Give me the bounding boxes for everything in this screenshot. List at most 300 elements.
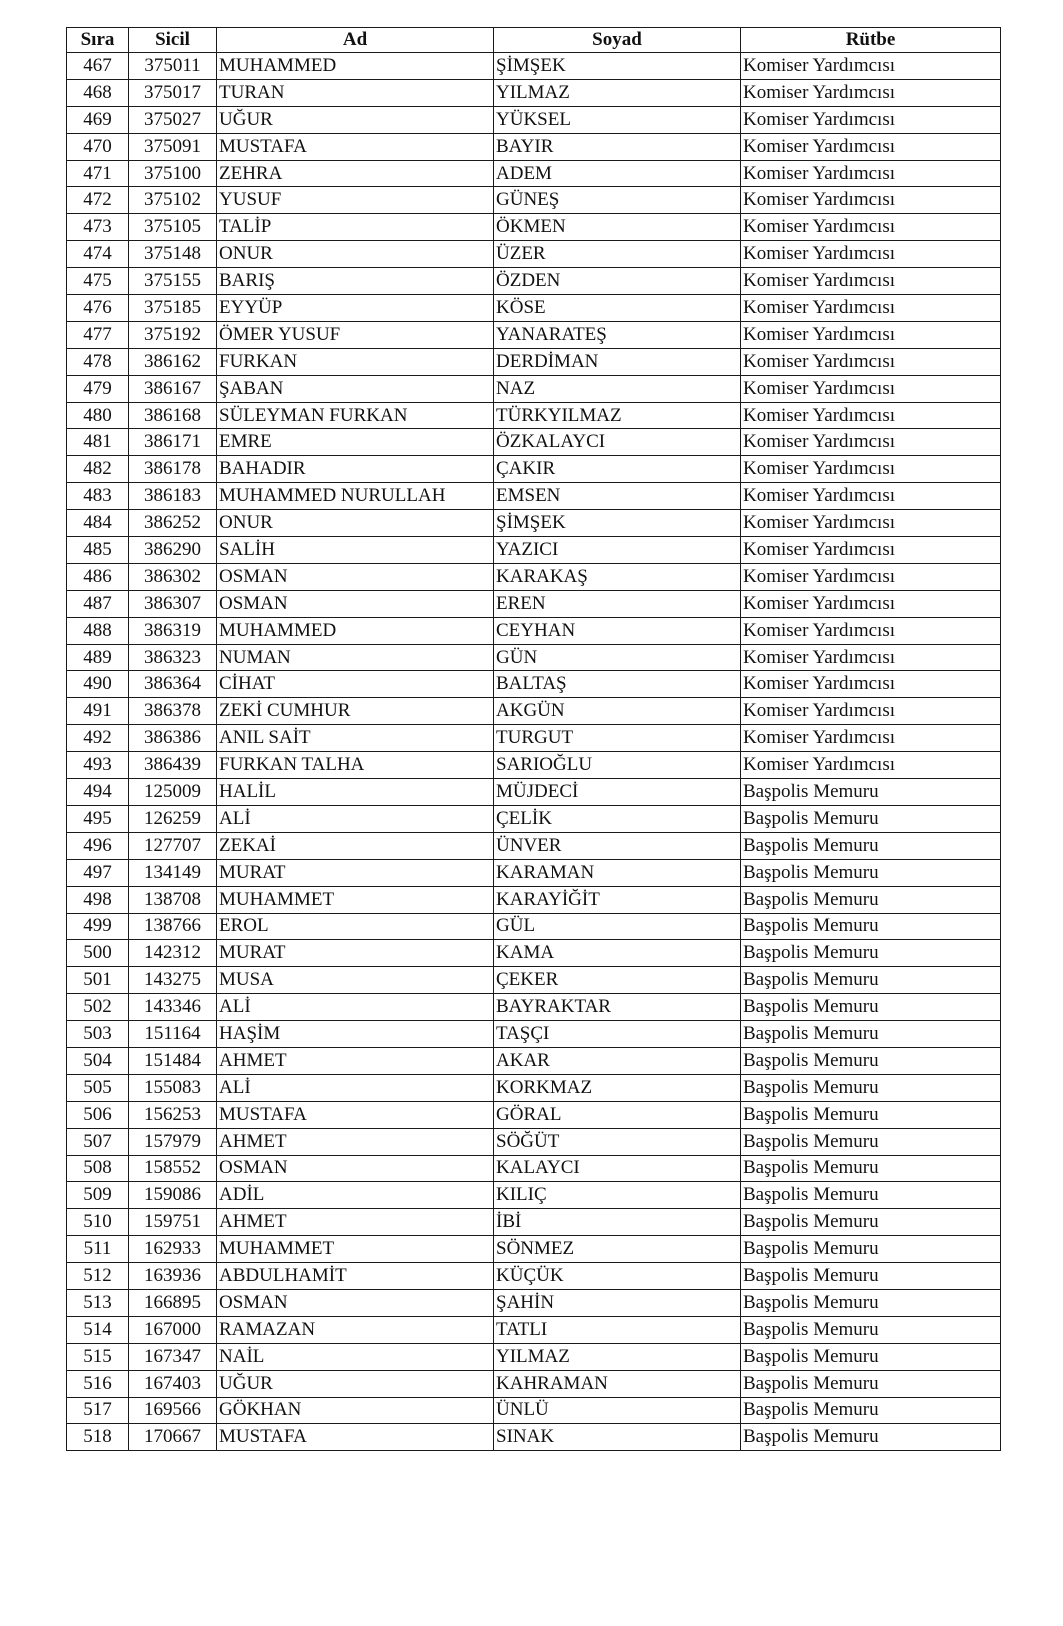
cell-soyad: ÜNVER (494, 832, 741, 859)
table-row (67, 1155, 1001, 1182)
cell-soyad: ŞİMŞEK (494, 510, 741, 537)
cell-soyad: GÜNEŞ (494, 187, 741, 214)
cell-sicil: 169566 (129, 1397, 217, 1424)
cell-ad: ABDULHAMİT (217, 1263, 494, 1290)
cell-ad: NUMAN (217, 644, 494, 671)
cell-ad: HAŞİM (217, 1021, 494, 1048)
table-row (67, 590, 1001, 617)
cell-sicil: 170667 (129, 1424, 217, 1451)
cell-ad: EYYÜP (217, 295, 494, 322)
cell-rutbe: Komiser Yardımcısı (741, 375, 1001, 402)
cell-soyad: SARIOĞLU (494, 752, 741, 779)
cell-ad: ZEKAİ (217, 832, 494, 859)
cell-sicil: 138708 (129, 886, 217, 913)
cell-sira: 504 (67, 1047, 129, 1074)
cell-rutbe: Komiser Yardımcısı (741, 187, 1001, 214)
cell-sira: 468 (67, 79, 129, 106)
cell-ad: EROL (217, 913, 494, 940)
cell-sicil: 159086 (129, 1182, 217, 1209)
cell-sicil: 142312 (129, 940, 217, 967)
cell-soyad: DERDİMAN (494, 348, 741, 375)
table-row (67, 886, 1001, 913)
cell-rutbe: Komiser Yardımcısı (741, 241, 1001, 268)
cell-soyad: TATLI (494, 1316, 741, 1343)
cell-soyad: KÖSE (494, 295, 741, 322)
cell-rutbe: Başpolis Memuru (741, 1289, 1001, 1316)
cell-soyad: ÜZER (494, 241, 741, 268)
cell-sicil: 375185 (129, 295, 217, 322)
table-row (67, 133, 1001, 160)
cell-soyad: İBİ (494, 1209, 741, 1236)
cell-sicil: 386364 (129, 671, 217, 698)
cell-sicil: 158552 (129, 1155, 217, 1182)
cell-soyad: ŞAHİN (494, 1289, 741, 1316)
cell-ad: ALİ (217, 1074, 494, 1101)
cell-soyad: ÇELİK (494, 805, 741, 832)
table-row (67, 187, 1001, 214)
cell-soyad: ÖZDEN (494, 268, 741, 295)
cell-soyad: BALTAŞ (494, 671, 741, 698)
cell-ad: AHMET (217, 1209, 494, 1236)
cell-ad: MUHAMMET (217, 886, 494, 913)
cell-rutbe: Başpolis Memuru (741, 1021, 1001, 1048)
cell-sira: 488 (67, 617, 129, 644)
table-row (67, 1424, 1001, 1451)
table-row (67, 268, 1001, 295)
cell-soyad: KAMA (494, 940, 741, 967)
cell-soyad: TURGUT (494, 725, 741, 752)
cell-soyad: SINAK (494, 1424, 741, 1451)
cell-sira: 475 (67, 268, 129, 295)
table-row (67, 1182, 1001, 1209)
cell-ad: ŞABAN (217, 375, 494, 402)
table-header (67, 28, 1001, 53)
cell-sicil: 386168 (129, 402, 217, 429)
cell-rutbe: Başpolis Memuru (741, 832, 1001, 859)
column-header-ad: Ad (217, 28, 494, 53)
table-row (67, 483, 1001, 510)
table-row (67, 1074, 1001, 1101)
cell-ad: RAMAZAN (217, 1316, 494, 1343)
cell-sicil: 125009 (129, 779, 217, 806)
cell-sicil: 167403 (129, 1370, 217, 1397)
table-row (67, 1128, 1001, 1155)
cell-sicil: 156253 (129, 1101, 217, 1128)
cell-sira: 471 (67, 160, 129, 187)
cell-sicil: 375155 (129, 268, 217, 295)
cell-ad: MUHAMMED (217, 617, 494, 644)
table-row (67, 1397, 1001, 1424)
cell-ad: ANIL SAİT (217, 725, 494, 752)
cell-soyad: KÜÇÜK (494, 1263, 741, 1290)
cell-rutbe: Komiser Yardımcısı (741, 563, 1001, 590)
cell-sira: 470 (67, 133, 129, 160)
cell-sicil: 375011 (129, 53, 217, 80)
cell-rutbe: Başpolis Memuru (741, 1343, 1001, 1370)
cell-soyad: SÖĞÜT (494, 1128, 741, 1155)
table-row (67, 429, 1001, 456)
cell-sira: 500 (67, 940, 129, 967)
cell-soyad: AKGÜN (494, 698, 741, 725)
cell-sicil: 386167 (129, 375, 217, 402)
table-row (67, 617, 1001, 644)
cell-ad: CİHAT (217, 671, 494, 698)
cell-sira: 502 (67, 994, 129, 1021)
cell-rutbe: Başpolis Memuru (741, 1101, 1001, 1128)
cell-ad: UĞUR (217, 106, 494, 133)
cell-rutbe: Başpolis Memuru (741, 886, 1001, 913)
cell-sira: 483 (67, 483, 129, 510)
cell-rutbe: Komiser Yardımcısı (741, 698, 1001, 725)
cell-soyad: KARAYİĞİT (494, 886, 741, 913)
cell-sira: 512 (67, 1263, 129, 1290)
cell-sicil: 386302 (129, 563, 217, 590)
table-row (67, 994, 1001, 1021)
cell-soyad: ÇAKIR (494, 456, 741, 483)
cell-ad: ZEHRA (217, 160, 494, 187)
cell-soyad: KORKMAZ (494, 1074, 741, 1101)
cell-soyad: YÜKSEL (494, 106, 741, 133)
cell-sicil: 386171 (129, 429, 217, 456)
cell-sira: 493 (67, 752, 129, 779)
table-row (67, 106, 1001, 133)
cell-ad: FURKAN TALHA (217, 752, 494, 779)
cell-soyad: ÖZKALAYCI (494, 429, 741, 456)
cell-ad: MUHAMMET (217, 1236, 494, 1263)
table-row (67, 698, 1001, 725)
cell-sicil: 386290 (129, 537, 217, 564)
cell-ad: MUHAMMED (217, 53, 494, 80)
header-row (67, 28, 1001, 53)
cell-rutbe: Komiser Yardımcısı (741, 537, 1001, 564)
cell-ad: AHMET (217, 1128, 494, 1155)
cell-soyad: CEYHAN (494, 617, 741, 644)
cell-ad: HALİL (217, 779, 494, 806)
cell-ad: TALİP (217, 214, 494, 241)
cell-rutbe: Başpolis Memuru (741, 805, 1001, 832)
cell-rutbe: Komiser Yardımcısı (741, 295, 1001, 322)
cell-rutbe: Başpolis Memuru (741, 1370, 1001, 1397)
cell-sira: 503 (67, 1021, 129, 1048)
cell-rutbe: Başpolis Memuru (741, 1263, 1001, 1290)
table-row (67, 563, 1001, 590)
table-row (67, 779, 1001, 806)
cell-ad: MUHAMMED NURULLAH (217, 483, 494, 510)
cell-ad: ADİL (217, 1182, 494, 1209)
cell-rutbe: Başpolis Memuru (741, 1424, 1001, 1451)
cell-soyad: NAZ (494, 375, 741, 402)
cell-rutbe: Başpolis Memuru (741, 913, 1001, 940)
table-row (67, 1316, 1001, 1343)
table-row (67, 671, 1001, 698)
table-row (67, 1021, 1001, 1048)
cell-ad: OSMAN (217, 563, 494, 590)
cell-sira: 505 (67, 1074, 129, 1101)
cell-ad: OSMAN (217, 1289, 494, 1316)
cell-soyad: TAŞÇI (494, 1021, 741, 1048)
cell-rutbe: Komiser Yardımcısı (741, 214, 1001, 241)
cell-rutbe: Komiser Yardımcısı (741, 671, 1001, 698)
cell-soyad: YAZICI (494, 537, 741, 564)
cell-sira: 514 (67, 1316, 129, 1343)
cell-rutbe: Komiser Yardımcısı (741, 510, 1001, 537)
cell-ad: AHMET (217, 1047, 494, 1074)
cell-sicil: 126259 (129, 805, 217, 832)
cell-sicil: 386323 (129, 644, 217, 671)
cell-ad: GÖKHAN (217, 1397, 494, 1424)
cell-rutbe: Başpolis Memuru (741, 967, 1001, 994)
cell-ad: MUSTAFA (217, 1424, 494, 1451)
cell-rutbe: Komiser Yardımcısı (741, 321, 1001, 348)
cell-ad: BAHADIR (217, 456, 494, 483)
cell-rutbe: Komiser Yardımcısı (741, 617, 1001, 644)
table-row (67, 402, 1001, 429)
table-row (67, 913, 1001, 940)
cell-sira: 481 (67, 429, 129, 456)
cell-soyad: BAYIR (494, 133, 741, 160)
cell-sicil: 386319 (129, 617, 217, 644)
table-row (67, 321, 1001, 348)
cell-soyad: TÜRKYILMAZ (494, 402, 741, 429)
table-row (67, 859, 1001, 886)
cell-rutbe: Başpolis Memuru (741, 1209, 1001, 1236)
cell-rutbe: Komiser Yardımcısı (741, 483, 1001, 510)
cell-sira: 498 (67, 886, 129, 913)
cell-rutbe: Komiser Yardımcısı (741, 79, 1001, 106)
cell-rutbe: Komiser Yardımcısı (741, 106, 1001, 133)
table-row (67, 752, 1001, 779)
cell-rutbe: Başpolis Memuru (741, 1155, 1001, 1182)
table-row (67, 1343, 1001, 1370)
cell-ad: BARIŞ (217, 268, 494, 295)
cell-rutbe: Komiser Yardımcısı (741, 402, 1001, 429)
cell-sira: 494 (67, 779, 129, 806)
cell-ad: ALİ (217, 994, 494, 1021)
cell-ad: OSMAN (217, 590, 494, 617)
cell-rutbe: Komiser Yardımcısı (741, 160, 1001, 187)
cell-sira: 474 (67, 241, 129, 268)
cell-soyad: KAHRAMAN (494, 1370, 741, 1397)
cell-sicil: 155083 (129, 1074, 217, 1101)
cell-rutbe: Komiser Yardımcısı (741, 429, 1001, 456)
cell-rutbe: Komiser Yardımcısı (741, 644, 1001, 671)
cell-sicil: 166895 (129, 1289, 217, 1316)
cell-soyad: BAYRAKTAR (494, 994, 741, 1021)
table-row (67, 160, 1001, 187)
cell-soyad: AKAR (494, 1047, 741, 1074)
table-row (67, 1101, 1001, 1128)
table-row (67, 53, 1001, 80)
cell-sira: 473 (67, 214, 129, 241)
cell-sira: 515 (67, 1343, 129, 1370)
cell-sira: 478 (67, 348, 129, 375)
table-row (67, 214, 1001, 241)
cell-sicil: 375102 (129, 187, 217, 214)
document-page (66, 27, 1000, 1451)
cell-sira: 484 (67, 510, 129, 537)
cell-soyad: YANARATEŞ (494, 321, 741, 348)
cell-soyad: EMSEN (494, 483, 741, 510)
cell-sicil: 375091 (129, 133, 217, 160)
cell-soyad: ADEM (494, 160, 741, 187)
cell-sira: 510 (67, 1209, 129, 1236)
table-row (67, 940, 1001, 967)
column-header-sira: Sıra (67, 28, 129, 53)
cell-rutbe: Başpolis Memuru (741, 1128, 1001, 1155)
cell-rutbe: Komiser Yardımcısı (741, 53, 1001, 80)
cell-rutbe: Başpolis Memuru (741, 779, 1001, 806)
cell-sira: 485 (67, 537, 129, 564)
cell-sicil: 375027 (129, 106, 217, 133)
cell-sicil: 375017 (129, 79, 217, 106)
cell-sira: 467 (67, 53, 129, 80)
table-row (67, 725, 1001, 752)
cell-soyad: KALAYCI (494, 1155, 741, 1182)
cell-sicil: 143346 (129, 994, 217, 1021)
cell-sira: 492 (67, 725, 129, 752)
column-header-rutbe: Rütbe (741, 28, 1001, 53)
cell-ad: TURAN (217, 79, 494, 106)
cell-ad: SALİH (217, 537, 494, 564)
cell-sira: 506 (67, 1101, 129, 1128)
cell-sira: 516 (67, 1370, 129, 1397)
cell-sicil: 386183 (129, 483, 217, 510)
cell-ad: MUSTAFA (217, 1101, 494, 1128)
cell-sicil: 162933 (129, 1236, 217, 1263)
cell-rutbe: Başpolis Memuru (741, 1047, 1001, 1074)
cell-sicil: 375105 (129, 214, 217, 241)
cell-sicil: 167347 (129, 1343, 217, 1370)
table-row (67, 295, 1001, 322)
table-row (67, 1047, 1001, 1074)
cell-ad: OSMAN (217, 1155, 494, 1182)
cell-sira: 496 (67, 832, 129, 859)
cell-sicil: 143275 (129, 967, 217, 994)
cell-soyad: YILMAZ (494, 79, 741, 106)
table-row (67, 510, 1001, 537)
cell-ad: ZEKİ CUMHUR (217, 698, 494, 725)
cell-ad: NAİL (217, 1343, 494, 1370)
cell-soyad: KARAMAN (494, 859, 741, 886)
cell-rutbe: Başpolis Memuru (741, 1397, 1001, 1424)
cell-soyad: SÖNMEZ (494, 1236, 741, 1263)
cell-sira: 476 (67, 295, 129, 322)
cell-sira: 469 (67, 106, 129, 133)
cell-rutbe: Komiser Yardımcısı (741, 268, 1001, 295)
personnel-table (66, 27, 1001, 1451)
table-row (67, 375, 1001, 402)
cell-rutbe: Komiser Yardımcısı (741, 133, 1001, 160)
table-row (67, 537, 1001, 564)
cell-rutbe: Başpolis Memuru (741, 1316, 1001, 1343)
table-row (67, 967, 1001, 994)
table-row (67, 241, 1001, 268)
cell-sicil: 375100 (129, 160, 217, 187)
cell-ad: MURAT (217, 940, 494, 967)
cell-sicil: 386307 (129, 590, 217, 617)
cell-ad: FURKAN (217, 348, 494, 375)
cell-rutbe: Komiser Yardımcısı (741, 348, 1001, 375)
cell-soyad: KARAKAŞ (494, 563, 741, 590)
cell-sicil: 386439 (129, 752, 217, 779)
cell-ad: SÜLEYMAN FURKAN (217, 402, 494, 429)
cell-sira: 487 (67, 590, 129, 617)
cell-ad: ALİ (217, 805, 494, 832)
cell-soyad: ÜNLÜ (494, 1397, 741, 1424)
cell-sicil: 163936 (129, 1263, 217, 1290)
table-row (67, 79, 1001, 106)
cell-sicil: 159751 (129, 1209, 217, 1236)
cell-soyad: KILIÇ (494, 1182, 741, 1209)
cell-soyad: GÜN (494, 644, 741, 671)
cell-sicil: 138766 (129, 913, 217, 940)
cell-sira: 495 (67, 805, 129, 832)
cell-sira: 511 (67, 1236, 129, 1263)
cell-sira: 507 (67, 1128, 129, 1155)
column-header-soyad: Soyad (494, 28, 741, 53)
cell-sira: 508 (67, 1155, 129, 1182)
cell-sicil: 167000 (129, 1316, 217, 1343)
table-body (67, 53, 1001, 1451)
cell-soyad: GÜL (494, 913, 741, 940)
table-row (67, 1370, 1001, 1397)
cell-rutbe: Başpolis Memuru (741, 940, 1001, 967)
cell-rutbe: Başpolis Memuru (741, 1074, 1001, 1101)
cell-sicil: 157979 (129, 1128, 217, 1155)
cell-sicil: 386378 (129, 698, 217, 725)
table-row (67, 348, 1001, 375)
cell-sira: 501 (67, 967, 129, 994)
cell-rutbe: Başpolis Memuru (741, 994, 1001, 1021)
cell-sira: 499 (67, 913, 129, 940)
cell-sicil: 151484 (129, 1047, 217, 1074)
cell-sira: 497 (67, 859, 129, 886)
cell-sira: 472 (67, 187, 129, 214)
cell-rutbe: Komiser Yardımcısı (741, 752, 1001, 779)
cell-ad: ÖMER YUSUF (217, 321, 494, 348)
cell-soyad: EREN (494, 590, 741, 617)
cell-sira: 513 (67, 1289, 129, 1316)
cell-ad: UĞUR (217, 1370, 494, 1397)
cell-ad: MURAT (217, 859, 494, 886)
cell-ad: YUSUF (217, 187, 494, 214)
table-row (67, 644, 1001, 671)
cell-sicil: 134149 (129, 859, 217, 886)
cell-sira: 486 (67, 563, 129, 590)
cell-sicil: 375192 (129, 321, 217, 348)
cell-soyad: ŞİMŞEK (494, 53, 741, 80)
table-row (67, 1289, 1001, 1316)
table-row (67, 456, 1001, 483)
cell-rutbe: Komiser Yardımcısı (741, 456, 1001, 483)
cell-rutbe: Başpolis Memuru (741, 859, 1001, 886)
cell-rutbe: Başpolis Memuru (741, 1236, 1001, 1263)
cell-ad: EMRE (217, 429, 494, 456)
cell-sicil: 375148 (129, 241, 217, 268)
cell-ad: MUSA (217, 967, 494, 994)
cell-soyad: GÖRAL (494, 1101, 741, 1128)
cell-sira: 482 (67, 456, 129, 483)
cell-soyad: YILMAZ (494, 1343, 741, 1370)
cell-ad: ONUR (217, 510, 494, 537)
cell-sicil: 386178 (129, 456, 217, 483)
cell-rutbe: Komiser Yardımcısı (741, 725, 1001, 752)
cell-sira: 490 (67, 671, 129, 698)
cell-ad: MUSTAFA (217, 133, 494, 160)
table-row (67, 1236, 1001, 1263)
cell-sicil: 386252 (129, 510, 217, 537)
cell-soyad: ÖKMEN (494, 214, 741, 241)
